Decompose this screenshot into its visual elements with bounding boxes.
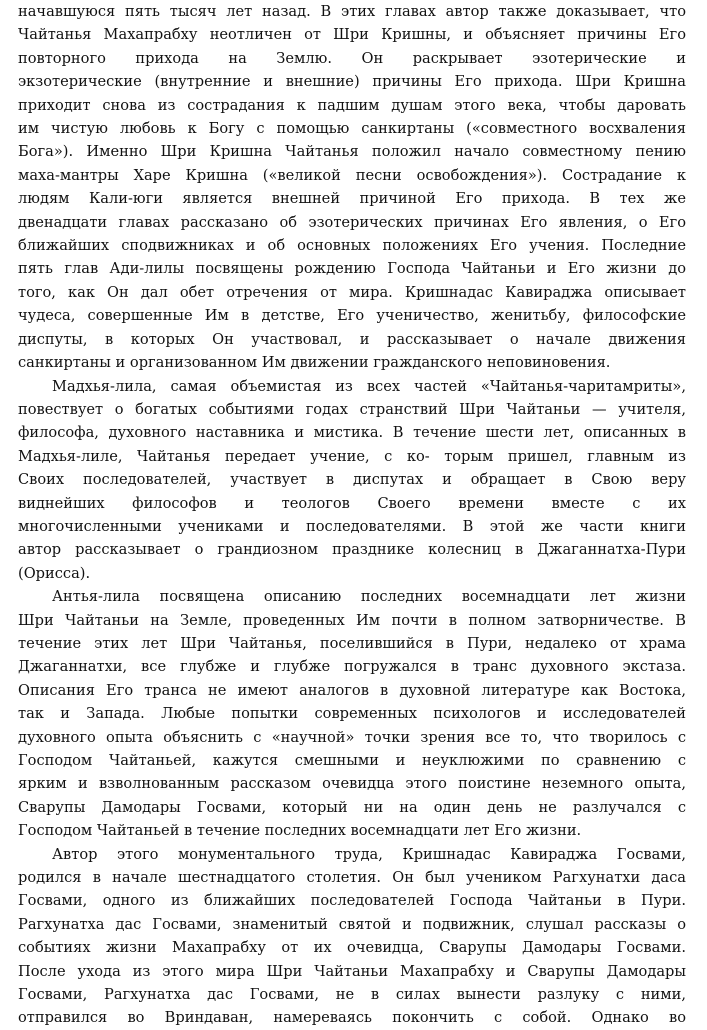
text-line: многочисленными учениками и последователями. В этой же части книги bbox=[18, 517, 686, 535]
text-line: Шри Чайтаньи на Земле, проведенных Им почти в полном затворничестве. В bbox=[18, 611, 686, 629]
text-line: Мадхья-лила, самая объемистая из всех частей «Чайтанья-чаритамриты», bbox=[52, 377, 686, 395]
text-line: философа, духовного наставника и мистика. В течение шести лет, описанных в bbox=[18, 424, 686, 442]
text-line: Чайтанья Махапрабху неотличен от Шри Кришны, и объясняет причины Его bbox=[18, 26, 686, 44]
text-line: течение этих лет Шри Чайтанья, поселившийся в Пури, недалеко от храма bbox=[18, 634, 686, 652]
text-line: родился в начале шестнадцатого столетия. Он был учеником Рагхунатхи даса bbox=[18, 869, 686, 887]
paragraph-2 bbox=[18, 375, 686, 586]
text-line: так и Запада. Любые попытки современных психологов и исследователей bbox=[18, 705, 686, 723]
text-line: Антья-лила посвящена описанию последних восемнадцати лет жизни bbox=[52, 588, 686, 606]
text-line: Джаганнатхи, все глубже и глубже погружался в транс духовного экстаза. bbox=[18, 658, 686, 676]
text-line: ярким и взволнованным рассказом очевидца этого поистине неземного опыта, bbox=[18, 775, 686, 793]
text-line: людям Кали-юги является внешней причиной Его прихода. В тех же bbox=[18, 190, 686, 208]
text-line: Рагхунатха дас Госвами, знаменитый святой и подвижник, слушал рассказы о bbox=[18, 915, 686, 933]
text-line: духовного опыта объяснить с «научной» точки зрения все то, что творилось с bbox=[18, 728, 686, 746]
text-line: Описания Его транса не имеют аналогов в духовной литературе как Востока, bbox=[18, 681, 686, 699]
text-line: Господом Чайтаньей, кажутся смешными и неуклюжими по сравнению с bbox=[18, 752, 686, 769]
text-line: санкиртаны и организованном Им движении гражданского неповиновения. bbox=[18, 354, 611, 372]
text-line: повествует о богатых событиями годах странствий Шри Чайтаньи — учителя, bbox=[18, 400, 686, 418]
text-line: пять глав Ади-лилы посвящены рождению Господа Чайтаньи и Его жизни до bbox=[18, 260, 686, 278]
text-line: Госвами, одного из ближайших последователей Господа Чайтаньи в Пури. bbox=[18, 892, 686, 910]
text-line: повторного прихода на Землю. Он раскрывает эзотерические и bbox=[18, 49, 686, 67]
text-line: того, как Он дал обет отречения от мира. Кришнадас Кавираджа описывает bbox=[18, 283, 686, 301]
text-line: начавшуюся пять тысяч лет назад. В этих главах автор также доказывает, что bbox=[18, 3, 686, 20]
text-line: событиях жизни Махапрабху от их очевидца, Сварупы Дамодары Госвами. bbox=[18, 939, 686, 957]
paragraph-4 bbox=[18, 843, 686, 1030]
text-line: автор рассказывает о грандиозном празднике колесниц в Джаганнатха-Пури bbox=[18, 541, 686, 559]
text-line: чудеса, совершенные Им в детстве, Его ученичество, женитьбу, философские bbox=[18, 307, 686, 325]
paragraph-3 bbox=[18, 585, 686, 842]
text-line: приходит снова из сострадания к падшим душам этого века, чтобы даровать bbox=[18, 96, 686, 114]
text-line: Господом Чайтаньей в течение последних восемнадцати лет Его жизни. bbox=[18, 822, 582, 840]
paragraph-1 bbox=[18, 0, 686, 375]
text-line: Бога»). Именно Шри Кришна Чайтанья положил начало совместному пению bbox=[18, 143, 686, 161]
text-line: (Орисса). bbox=[18, 564, 91, 582]
text-line: Мадхья-лиле, Чайтанья передает учение, с ко- торым пришел, главным из bbox=[18, 447, 686, 465]
text-line: виднейших философов и теологов Своего времени вместе с их bbox=[18, 494, 686, 512]
text-line: Автор этого монументального труда, Кришнадас Кавираджа Госвами, bbox=[52, 845, 686, 863]
text-line: Госвами, Рагхунатха дас Госвами, не в силах вынести разлуку с ними, bbox=[18, 986, 686, 1004]
text-line: ближайших сподвижниках и об основных положениях Его учения. Последние bbox=[18, 237, 686, 255]
document-page bbox=[18, 0, 686, 1027]
text-line: Своих последователей, участвует в диспутах и обращает в Свою веру bbox=[18, 471, 686, 489]
text-line: двенадцати главах рассказано об эзотерических причинах Его явления, о Его bbox=[18, 213, 686, 231]
text-line: диспуты, в которых Он участвовал, и рассказывает о начале движения bbox=[18, 330, 686, 348]
text-line: Сварупы Дамодары Госвами, который ни на один день не разлучался с bbox=[18, 798, 686, 816]
text-line: маха-мантры Харе Кришна («великой песни освобождения»). Сострадание к bbox=[18, 166, 686, 184]
text-line: отправился во Вриндаван, намереваясь покончить с собой. Однако во bbox=[18, 1009, 686, 1027]
text-line: После ухода из этого мира Шри Чайтаньи Махапрабху и Сварупы Дамодары bbox=[18, 962, 686, 980]
text-line: экзотерические (внутренние и внешние) причины Его прихода. Шри Кришна bbox=[18, 73, 686, 91]
text-line: им чистую любовь к Богу с помощью санкиртаны («совместного восхваления bbox=[18, 120, 686, 138]
